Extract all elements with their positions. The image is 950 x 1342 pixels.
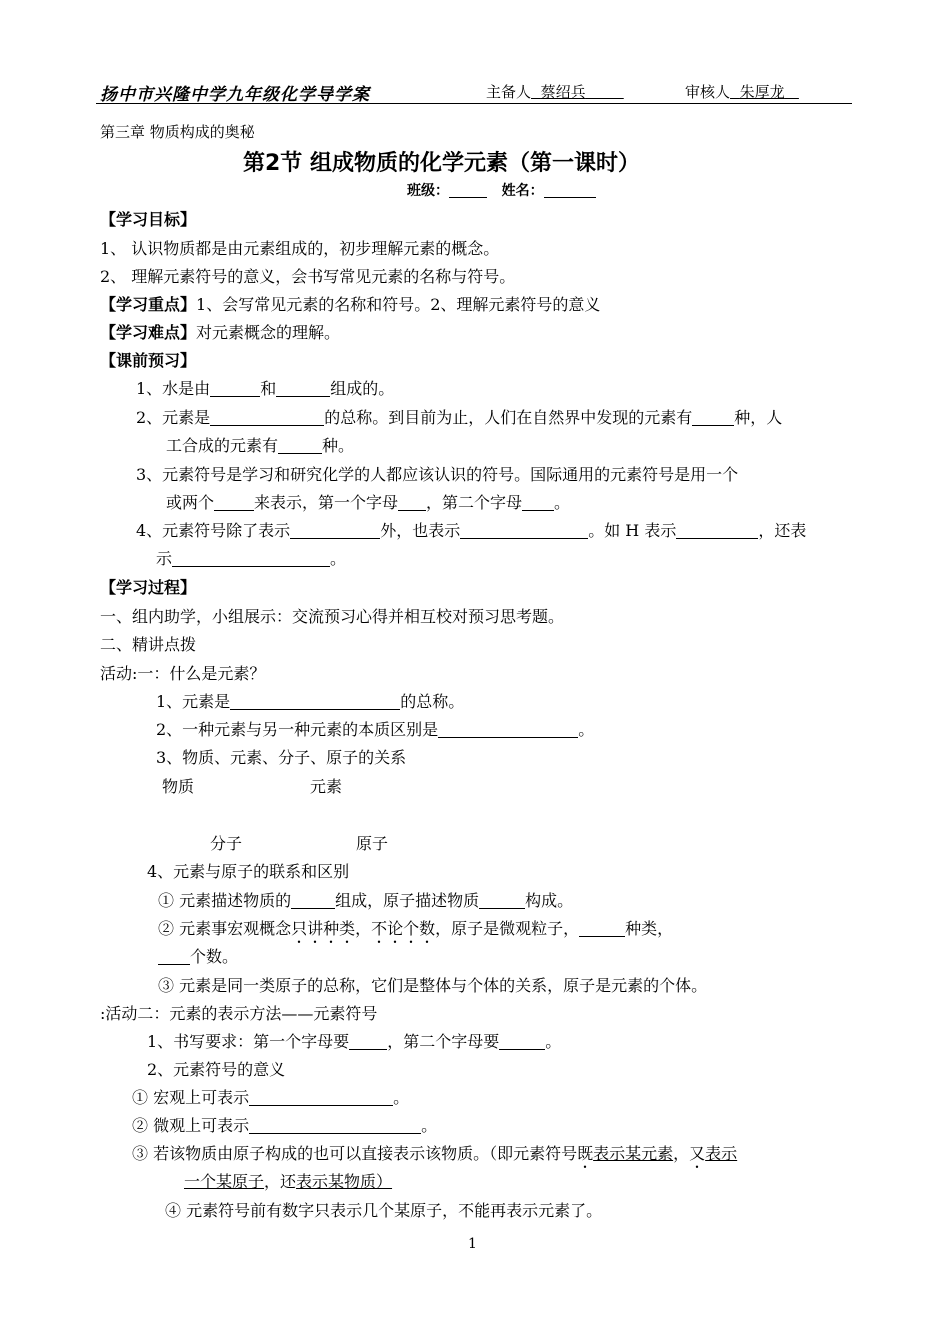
reviewer — [685, 81, 799, 102]
blank[interactable] — [278, 437, 322, 454]
blank[interactable] — [676, 522, 758, 539]
preview-heading: 【课前预习】 — [100, 351, 197, 370]
class-blank[interactable] — [449, 181, 487, 198]
preview-q4-line2: 示 。 — [156, 549, 347, 568]
preview-q2-line2: 工合成的元素有 种。 — [166, 436, 355, 455]
activity1-p2-line1: ② 元素事宏观概念只讲种类，不论个数，原子是微观粒子， 种类， — [158, 919, 674, 938]
activity2-q2: 2、元素符号的意义 — [147, 1060, 286, 1079]
activity1-q2: 2、一种元素与另一种元素的本质区别是 。 — [156, 720, 595, 739]
underline-atom: 一个某原子 — [184, 1172, 265, 1191]
activity1-title: 活动:一：什么是元素？ — [100, 664, 266, 683]
key-points-heading: 【学习重点】 — [100, 295, 197, 314]
emphasis-you: 又 — [689, 1144, 706, 1163]
diagram-element: 元素 — [310, 777, 343, 796]
blank[interactable] — [210, 380, 260, 397]
activity1-q3: 3、物质、元素、分子、原子的关系 — [156, 748, 407, 767]
blank[interactable] — [499, 1033, 545, 1050]
difficulty-text: 对元素概念的理解。 — [196, 323, 341, 342]
goals-heading: 【学习目标】 — [100, 210, 197, 229]
blank[interactable] — [276, 380, 330, 397]
blank[interactable] — [214, 494, 254, 511]
emphasis-kinds: 只讲种类 — [291, 919, 356, 938]
emphasis-count: 不论个数 — [371, 919, 436, 938]
blank[interactable] — [249, 1089, 393, 1106]
blank[interactable] — [158, 948, 190, 965]
activity1-p2-line2: 个数。 — [158, 944, 238, 967]
reviewer-name: 朱厚龙 — [739, 83, 785, 101]
class-name-line — [407, 180, 596, 200]
goal-item-1: 1、 认识物质都是由元素组成的，初步理解元素的概念。 — [100, 239, 500, 258]
underline-element: 表示某元素 — [593, 1144, 674, 1163]
name-blank[interactable] — [544, 181, 596, 198]
blank[interactable] — [291, 892, 335, 909]
preview-q3-line1: 3、元素符号是学习和研究化学的人都应该认识的符号。国际通用的元素符号是用一个 — [136, 465, 739, 484]
preparer-name: 蔡绍兵 — [540, 83, 586, 101]
process-part1: 一、组内助学，小组展示：交流预习心得并相互校对预习思考题。 — [100, 607, 565, 626]
preview-q3-line2: 或两个 来表示，第一个字母 ，第二个字母 。 — [166, 493, 571, 512]
preview-q1: 1、水是由 和 组成的。 — [136, 379, 395, 398]
diagram-molecule: 分子 — [210, 834, 243, 853]
page-title: 第2节 组成物质的化学元素（第一课时） — [243, 151, 640, 176]
activity1-p1: ① 元素描述物质的 组成，原子描述物质 构成。 — [158, 891, 574, 910]
activity2-q1: 1、书写要求：第一个字母要 ，第二个字母要 。 — [147, 1032, 562, 1051]
blank[interactable] — [692, 409, 734, 426]
process-heading: 【学习过程】 — [100, 578, 197, 597]
blank[interactable] — [290, 522, 380, 539]
process-part2: 二、精讲点拨 — [100, 635, 197, 654]
page-number: 1 — [468, 1236, 477, 1252]
blank[interactable] — [579, 920, 625, 937]
meaning-micro: ② 微观上可表示 。 — [132, 1116, 438, 1135]
blank[interactable] — [479, 892, 525, 909]
preparer-label: 主备人 — [486, 83, 532, 101]
activity1-p3: ③ 元素是同一类原子的总称，它们是整体与个体的关系，原子是元素的个体。 — [158, 976, 708, 995]
activity1-q4: 4、元素与原子的联系和区别 — [147, 862, 350, 881]
meaning-substance-line1: ③ 若该物质由原子构成的也可以直接表示该物质。（即元素符号既表示某元素，又表示 — [132, 1144, 738, 1163]
preview-q2-line1: 2、元素是 的总称。到目前为止，人们在自然界中发现的元素有 种，人 — [136, 408, 783, 427]
class-label: 班级： — [407, 183, 449, 199]
header-rule — [96, 103, 852, 104]
preview-q4-line1: 4、元素符号除了表示 外，也表示 。如 H 表示 ，还表 — [136, 521, 807, 540]
blank[interactable] — [249, 1117, 421, 1134]
school-title: 扬中市兴隆中学九年级化学导学案 — [100, 85, 370, 105]
goal-item-2: 2、 理解元素符号的意义，会书写常见元素的名称与符号。 — [100, 267, 516, 286]
activity1-q1: 1、元素是 的总称。 — [156, 692, 465, 711]
blank[interactable] — [438, 721, 578, 738]
chapter-label: 第三章 物质构成的奥秘 — [100, 123, 255, 141]
meaning-macro: ① 宏观上可表示 。 — [132, 1088, 410, 1107]
reviewer-label: 审核人 — [685, 83, 731, 101]
underline-substance: 表示某物质） — [296, 1172, 393, 1191]
diagram-substance: 物质 — [162, 777, 195, 796]
blank[interactable] — [230, 693, 400, 710]
activity2-title: :活动二：元素的表示方法——元素符号 — [100, 1004, 378, 1023]
blank[interactable] — [349, 1033, 387, 1050]
blank[interactable] — [460, 522, 588, 539]
blank[interactable] — [172, 550, 330, 567]
blank[interactable] — [398, 494, 426, 511]
diagram-atom: 原子 — [356, 834, 389, 853]
meaning-substance-line2: 一个某原子，还表示某物质） — [184, 1172, 393, 1191]
meaning-number: ④ 元素符号前有数字只表示几个某原子，不能再表示元素了。 — [165, 1201, 603, 1220]
blank[interactable] — [210, 409, 324, 426]
key-points — [100, 292, 600, 315]
name-label: 姓名： — [501, 183, 544, 199]
difficulty-heading: 【学习难点】 — [100, 323, 197, 342]
blank[interactable] — [522, 494, 554, 511]
preparer — [486, 81, 624, 102]
key-points-text: 1、会写常见元素的名称和符号。2、理解元素符号的意义 — [196, 295, 601, 314]
difficulty — [100, 320, 340, 343]
underline-represent: 表示 — [705, 1144, 738, 1163]
emphasis-ji: 既 — [577, 1144, 594, 1163]
